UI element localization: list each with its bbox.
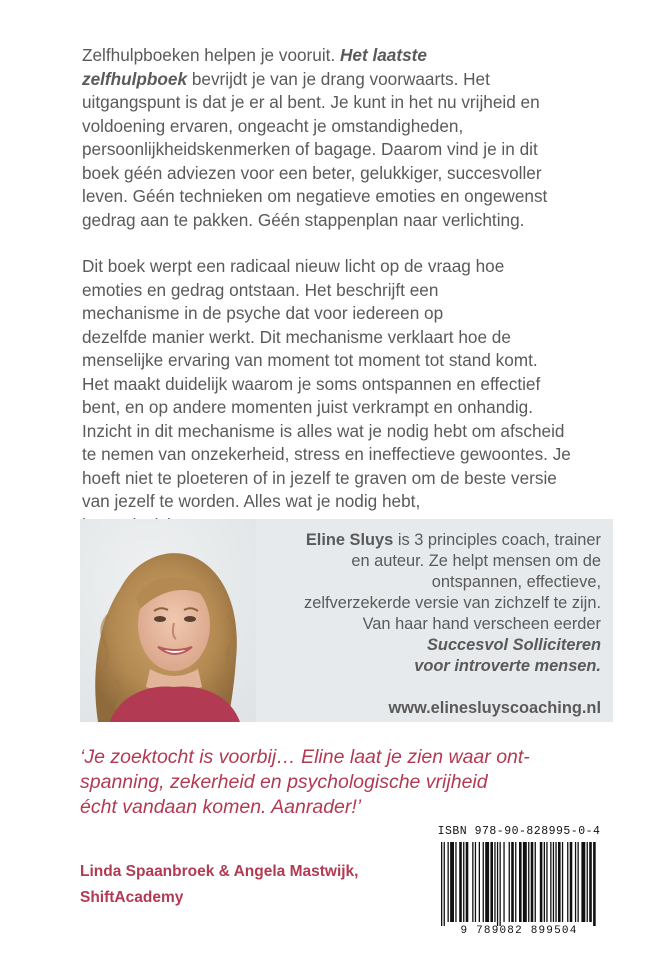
author-bio-line: en auteur. Ze helpt mensen om de [351, 552, 601, 570]
attribution-line: ShiftAcademy [80, 889, 184, 906]
barcode-bar [562, 842, 563, 922]
barcode-bar [553, 842, 554, 922]
barcode-bar [503, 842, 504, 922]
author-name: Eline Sluys [305, 531, 394, 549]
barcode-bar [546, 842, 547, 922]
barcode-bar [459, 842, 462, 922]
barcode-bar [500, 842, 501, 926]
blurb-line: gedrag aan te pakken. Géén stappenplan naar verlichting. [82, 209, 525, 230]
barcode-bar [589, 842, 592, 922]
author-bio-line: is 3 principles coach, trainer [393, 531, 601, 549]
blurb-line: van jezelf te worden. Alles wat je nodig hebt, [82, 491, 421, 511]
author-website: www.elinesluyscoaching.nl [388, 699, 601, 717]
blurb-paragraph-1 [82, 44, 602, 232]
barcode-bar [519, 842, 522, 922]
barcode-bar [535, 842, 536, 922]
blurb-line: boek géén adviezen voor een beter, gelukkiger, succesvoller [82, 162, 542, 183]
barcode-bar [441, 842, 442, 926]
book-title-emphasis: zelfhulpboek [82, 68, 188, 89]
blurb-line: persoonlijkheidskenmerken of bagage. Daarom vind je in dit [82, 139, 538, 159]
isbn-barcode [437, 825, 601, 940]
blurb-text [82, 44, 602, 537]
blurb-line: mechanisme in de psyche dat voor iedereen op [82, 303, 444, 323]
isbn-label: ISBN 978-90-828995-0-4 [437, 825, 601, 838]
blurb-line: Het maakt duidelijk waarom je soms ontspannen en effectief [82, 373, 541, 394]
barcode-bar [578, 842, 579, 922]
barcode-bar [558, 842, 561, 922]
blurb-line: Dit boek werpt een radicaal nieuw licht op de vraag hoe [82, 256, 505, 276]
barcode-bar [515, 842, 516, 922]
barcode-bar [444, 842, 445, 926]
barcode-bar [593, 842, 596, 926]
barcode-bar [485, 842, 489, 922]
barcode-bar [455, 842, 456, 922]
testimonial-attribution [80, 859, 359, 911]
barcode-bar [463, 842, 464, 922]
blurb-paragraph-2 [82, 255, 602, 537]
barcode-bar [472, 842, 473, 922]
barcode-digits: 9 789082 899504 [460, 925, 578, 937]
barcode-bar [448, 842, 449, 922]
quote-line: spanning, zekerheid en psychologische vrijheid [80, 771, 488, 793]
quote-line: écht vandaan komen. Aanrader!’ [80, 796, 362, 818]
blurb-line: leven. Géén technieken om negatieve emoties en ongewenst [82, 186, 548, 206]
blurb-line: uitgangspunt is dat je er al bent. Je kunt in het nu vrijheid en [82, 92, 540, 112]
barcode-bar [570, 842, 573, 922]
author-bio [261, 530, 601, 719]
barcode-bar [544, 842, 545, 922]
blurb-line: bent, en op andere momenten juist verkrampt en onhandig. [82, 397, 533, 417]
attribution-line: Linda Spaanbroek & Angela Mastwijk, [80, 863, 359, 880]
barcode-bar [490, 842, 493, 922]
blurb-line: Inzicht in dit mechanisme is alles wat je nodig hebt om afscheid [82, 420, 565, 441]
blurb-line: voldoening ervaren, ongeacht je omstandigheden, [82, 115, 464, 136]
blurb-line: hoeft niet te ploeteren of in jezelf te graven om de beste versie [82, 467, 557, 488]
previous-book-title: voor introverte mensen. [414, 657, 601, 675]
author-bio-line: zelfverzekerde versie van zichzelf te zijn. [304, 594, 601, 612]
barcode-bar [475, 842, 476, 922]
blurb-line: te nemen van onzekerheid, stress en ineffectieve gewoontes. Je [82, 444, 571, 464]
barcode-bar [528, 842, 529, 922]
author-bio-line: ontspannen, effectieve, [431, 573, 601, 591]
barcode-bar [581, 842, 585, 922]
barcode-bar [494, 842, 495, 922]
barcode-bar [450, 842, 454, 922]
barcode-bar [479, 842, 480, 922]
author-photo [80, 519, 256, 722]
previous-book-title: Succesvol Solliciteren [427, 636, 601, 654]
author-section [80, 519, 613, 722]
testimonial-quote [80, 745, 620, 820]
barcode-bar [483, 842, 484, 922]
barcode-bar [497, 842, 498, 926]
book-title-emphasis: Het laatste [340, 45, 427, 65]
barcode-bars [441, 842, 597, 926]
barcode-bar [540, 842, 543, 922]
author-bio-line: Van haar hand verscheen eerder [362, 615, 601, 633]
blurb-line: dezelfde manier werkt. Dit mechanisme verklaart hoe de [82, 326, 511, 347]
barcode-bar [531, 842, 534, 922]
blurb-line: bevrijdt je van je drang voorwaarts. Het [187, 68, 490, 89]
quote-line: ‘Je zoektocht is voorbij… Eline laat je zien waar ont- [80, 746, 530, 768]
barcode-bar [466, 842, 469, 922]
blurb-line: emoties en gedrag ontstaan. Het beschrijft een [82, 279, 439, 300]
blurb-line: menselijke ervaring van moment tot moment tot stand komt. [82, 350, 538, 370]
barcode-bar [587, 842, 588, 922]
barcode-bar [511, 842, 514, 922]
barcode-bar [509, 842, 510, 922]
barcode-bar [555, 842, 556, 922]
blurb-line: Zelfhulpboeken helpen je vooruit. [82, 45, 340, 65]
barcode-bar [550, 842, 551, 922]
barcode-bar [575, 842, 576, 922]
barcode-bar [523, 842, 527, 922]
barcode-bar [567, 842, 568, 922]
